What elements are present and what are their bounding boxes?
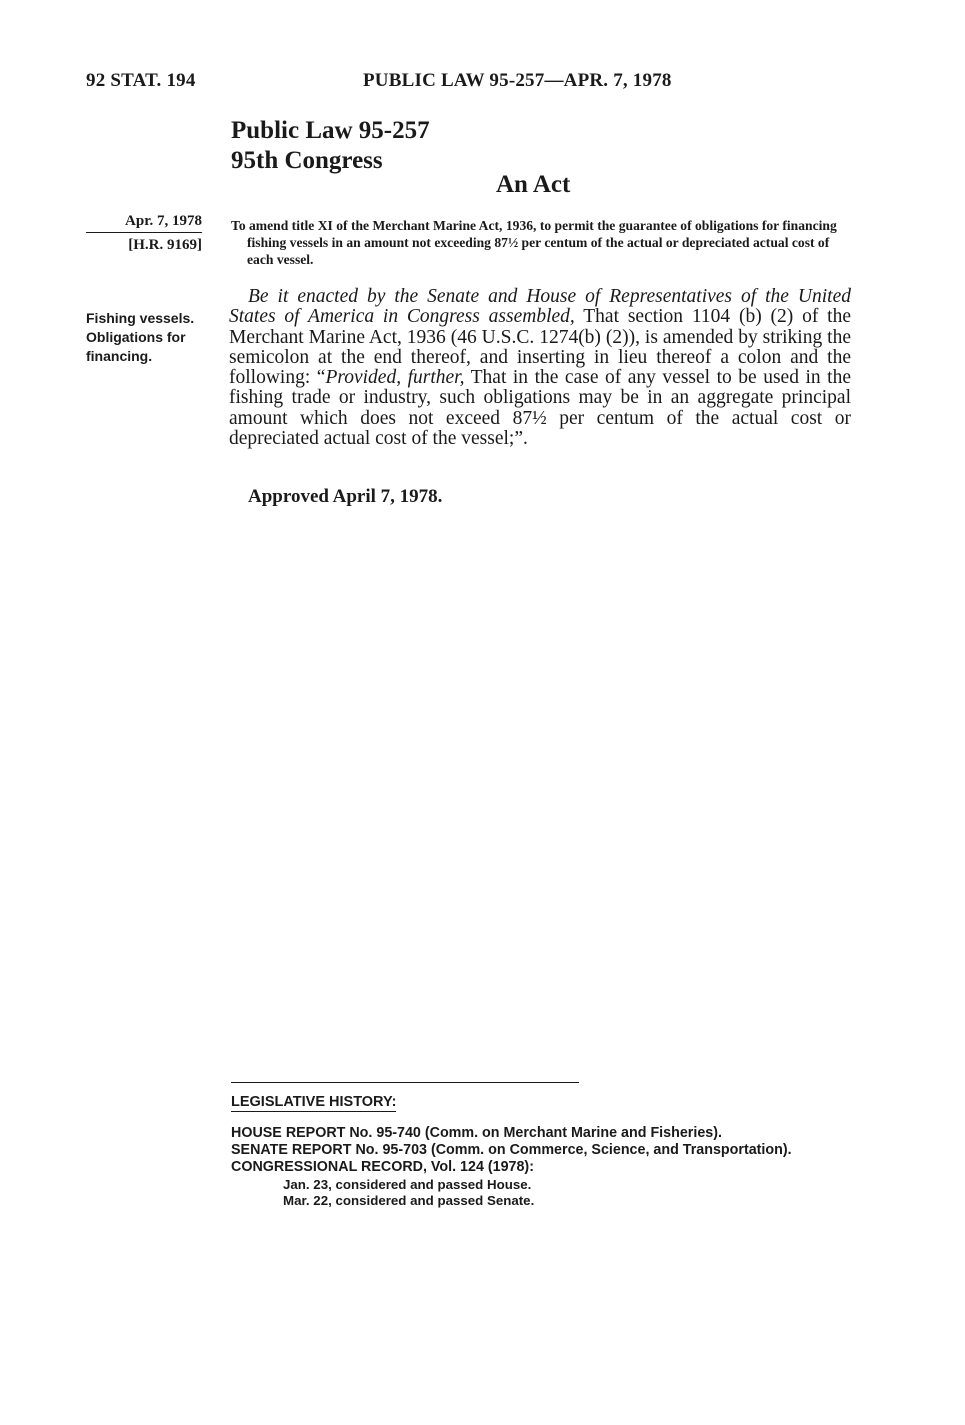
history-item: HOUSE REPORT No. 95-740 (Comm. on Merchant Marine and Fisheries). xyxy=(231,1125,722,1141)
record-entry: Mar. 22, considered and passed Senate. xyxy=(283,1193,535,1209)
enacting-text-b: That in the case of any vessel to be used in the fishing trade or industry, such obligations may be in an aggregate principal amount which does not exceed 87½ per centum of the actual cost or depreciated actual cost of the vessel;”. xyxy=(229,367,851,450)
purpose-statement xyxy=(231,217,851,268)
record-entry: Jan. 23, considered and passed House. xyxy=(283,1177,532,1192)
purpose-text: To amend title XI of the Merchant Marine Act, 1936, to permit the guarantee of obligations for financing fishing vessels in an amount not exceeding 87½ per centum of the actual or depreciated actual cost of each vessel. xyxy=(231,218,837,267)
legislative-history-title: LEGISLATIVE HISTORY: xyxy=(231,1094,397,1110)
congress-number: 95th Congress xyxy=(231,147,383,174)
proviso-phrase: Provided, further, xyxy=(325,367,465,389)
stat-page-number: 92 STAT. 194 xyxy=(86,70,196,91)
margin-notes xyxy=(86,309,216,366)
bill-number: [H.R. 9169] xyxy=(128,237,202,253)
enacting-text-a: That section 1104 (b) (2) of the Merchant Marine Act, 1936 (46 U.S.C. 1274(b) (2)), is amended by striking the semicolon at the end thereof, and inserting in lieu thereof a colon and the following: “ xyxy=(229,306,851,389)
margin-note: Obligations for xyxy=(86,329,186,345)
act-heading: An Act xyxy=(496,171,571,198)
enactment-date: Apr. 7, 1978 xyxy=(86,211,202,233)
running-title: PUBLIC LAW 95-257—APR. 7, 1978 xyxy=(363,70,672,91)
history-item: SENATE REPORT No. 95-703 (Comm. on Commerce, Science, and Transportation). xyxy=(231,1142,792,1159)
congressional-record-entries xyxy=(283,1177,534,1209)
divider-rule xyxy=(231,1082,579,1083)
public-law-number: Public Law 95-257 xyxy=(231,117,430,144)
legislative-history-list xyxy=(231,1125,871,1177)
margin-note: financing. xyxy=(86,348,153,364)
history-item: CONGRESSIONAL RECORD, Vol. 124 (1978): xyxy=(231,1159,534,1176)
margin-note: Fishing vessels. xyxy=(86,310,195,326)
margin-date-block xyxy=(86,211,202,255)
enacting-clause: Be it enacted by the Senate and House of Representatives of the United States of America in Congress assembled, xyxy=(229,286,851,328)
approval-line: Approved April 7, 1978. xyxy=(248,486,443,507)
law-title-block xyxy=(231,116,430,176)
enacting-paragraph xyxy=(229,287,851,449)
